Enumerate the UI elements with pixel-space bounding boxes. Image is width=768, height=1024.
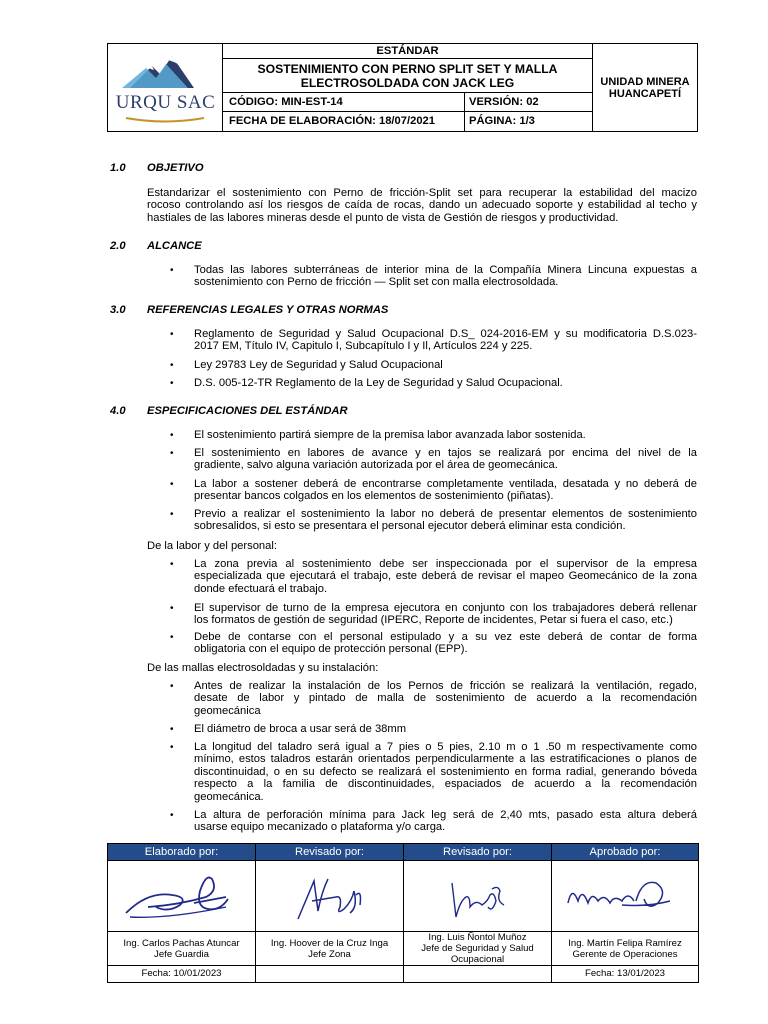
mining-unit <box>593 44 697 131</box>
bullet-icon: • <box>170 681 174 692</box>
column-header: Revisado por: <box>256 844 403 861</box>
title-line-2: ELECTROSOLDADA CON JACK LEG <box>300 76 515 90</box>
list-item: El diámetro de broca a usar será de 38mm <box>194 723 407 735</box>
signer-role: Jefe Zona <box>308 948 351 960</box>
standard-label: ESTÁNDAR <box>223 44 592 59</box>
text-line: los formatos de gestión de seguridad (IPERC, Reporte de incidentes, Petar si fuera el caso, etc.) <box>194 614 673 627</box>
text-line: donde efectuará el trabajo. <box>194 582 328 595</box>
bullet-icon: • <box>170 448 174 459</box>
subheading-labor-personal: De la labor y del personal: <box>147 540 277 552</box>
list-item <box>194 328 697 353</box>
objetivo-paragraph <box>147 187 697 224</box>
document-version: VERSIÓN: 02 <box>469 96 539 108</box>
document-code: CÓDIGO: MIN-EST-14 <box>223 93 465 111</box>
signature-icon <box>404 861 552 932</box>
list-item <box>194 741 697 803</box>
section-number: 4.0 <box>110 405 126 417</box>
column-header: Elaborado por: <box>108 844 255 861</box>
section-title: ALCANCE <box>147 240 202 252</box>
text-line: rocoso controlando así los riesgos de caída de rocas, dando un adecuado soporte y estabilidad al techo y <box>147 199 697 212</box>
text-line: Estandarizar el sostenimiento con Perno de fricción-Split set para recuperar la estabilidad del macizo <box>147 187 697 199</box>
document-title <box>223 59 592 93</box>
signature-column-revisado-1 <box>256 844 404 982</box>
text-line: El supervisor de turno de la empresa ejecutora en conjunto con los trabajadores deberá rellenar <box>194 602 697 614</box>
text-line: presentar bancos colgados en los elementos de sostenimiento (piñatas). <box>194 490 554 503</box>
signature-date: Fecha: 10/01/2023 <box>141 968 222 979</box>
signature-area <box>552 861 698 932</box>
signer-role: Gerente de Operaciones <box>572 948 678 960</box>
company-logo <box>108 44 223 131</box>
bullet-icon: • <box>170 265 174 276</box>
text-line: Antes de realizar la instalación de los Pernos de fricción se realizará la ventilación, regado, <box>194 680 697 692</box>
signer-details <box>404 932 551 966</box>
text-line: desate de labor y pintado de malla de sostenimiento de acuerdo a la recomendación <box>194 692 697 705</box>
signature-icon <box>552 861 698 932</box>
bullet-icon: • <box>170 329 174 340</box>
bullet-icon: • <box>170 810 174 821</box>
approval-signature-table <box>107 843 699 983</box>
signer-role: Jefe Guardia <box>154 948 209 960</box>
signature-date <box>404 966 551 982</box>
logo-wordmark: URQU SAC <box>115 92 216 113</box>
bullet-icon: • <box>170 479 174 490</box>
text-line: respecto a la familia de discontinuidades, espaciados de acuerdo a la recomendación <box>194 778 697 791</box>
mountain-logo-icon <box>108 44 223 94</box>
bullet-icon: • <box>170 509 174 520</box>
signer-role: Jefe de Seguridad y Salud <box>421 943 534 954</box>
text-line: 2017 EM, Título IV, Capitulo I, Subcapítulo I y Il, Artículos 224 y 225. <box>194 340 533 353</box>
section-title: OBJETIVO <box>147 162 204 174</box>
signer-role-cont: Ocupacional <box>450 954 505 965</box>
bullet-icon: • <box>170 742 174 753</box>
list-item <box>194 680 697 717</box>
signature-area <box>404 861 551 932</box>
text-line: geomecánica. <box>194 790 264 803</box>
elaboration-date: FECHA DE ELABORACIÓN: 18/07/2021 <box>223 112 465 131</box>
list-item <box>194 809 697 834</box>
unit-line-1: UNIDAD MINERA <box>600 75 690 88</box>
text-line: mínimo, estos taladros estarán orientados perpendicularmente a las estratificaciones o planos de <box>194 753 697 766</box>
bullet-icon: • <box>170 360 174 371</box>
unit-line-2: HUANCAPETÍ <box>608 87 682 100</box>
signature-area <box>256 861 403 932</box>
text-line: La altura de perforación mínima para Jack leg será de 2,40 mts, pasado esta altura deberá <box>194 809 697 821</box>
signature-column-elaborado <box>108 844 256 982</box>
text-line: Debe de contarse con el personal estipulado y a su vez este deberá de contar de forma <box>194 631 697 643</box>
signer-name: Ing. Martín Felipa Ramírez <box>568 937 682 949</box>
bullet-icon: • <box>170 603 174 614</box>
list-item <box>194 508 697 533</box>
signer-details <box>256 932 403 966</box>
text-line: usarse equipo mecanizado o plataforma y/o carga. <box>194 821 446 834</box>
section-number: 2.0 <box>110 240 126 252</box>
signature-date <box>256 966 403 982</box>
text-line: sostenimiento con Perno de fricción — Split set con malla electrosoldada. <box>194 276 559 289</box>
subheading-mallas: De las mallas electrosoldadas y su instalación: <box>147 662 379 674</box>
code-row <box>223 93 592 112</box>
text-line: Todas las labores subterráneas de interior mina de la Compañía Minera Lincuna expuestas a <box>194 264 697 276</box>
bullet-icon: • <box>170 724 174 735</box>
text-line: geomecánica <box>194 704 261 717</box>
bullet-icon: • <box>170 559 174 570</box>
text-line: hastiales de las labores mineras desde el punto de vista de Gestión de riesgos y productividad. <box>147 211 619 224</box>
text-line: sobresalidos, si esto se presentara el personal ejecutor deberá eliminar esta condición. <box>194 520 626 533</box>
signature-column-revisado-2 <box>404 844 552 982</box>
signature-icon <box>108 861 256 932</box>
bullet-icon: • <box>170 378 174 389</box>
text-line: especializada que ejecutará el trabajo, este deberá de revisar el mapeo Geomecánico de la zona <box>194 570 697 583</box>
section-title: ESPECIFICACIONES DEL ESTÁNDAR <box>147 405 348 417</box>
section-number: 3.0 <box>110 304 126 316</box>
list-item: D.S. 005-12-TR Reglamento de la Ley de Seguridad y Salud Ocupacional. <box>194 377 563 389</box>
document-header <box>107 43 698 132</box>
list-item <box>194 602 697 627</box>
title-line-1: SOSTENIMIENTO CON PERNO SPLIT SET Y MALLA <box>257 62 558 76</box>
page-number: PÁGINA: 1/3 <box>469 115 535 127</box>
bullet-icon: • <box>170 430 174 441</box>
signature-area <box>108 861 255 932</box>
text-line: Reglamento de Seguridad y Salud Ocupacional D.S_ 024-2016-EM y su modificatoria D.S.023- <box>194 328 697 340</box>
text-line: La labor a sostener deberá de encontrarse completamente ventilada, desatada y no deberá de <box>194 478 697 490</box>
signature-icon <box>256 861 404 932</box>
text-line: Previo a realizar el sostenimiento la labor no deberá de presentar elementos de sostenimiento <box>194 508 697 520</box>
text-line: La zona previa al sostenimiento debe ser inspeccionada por el supervisor de la empresa <box>194 558 697 570</box>
bullet-icon: • <box>170 632 174 643</box>
list-item <box>194 447 697 472</box>
text-line: gradiente, salvo alguna variación autorizada por el área de geomecánica. <box>194 459 558 472</box>
signer-details <box>108 932 255 966</box>
list-item <box>194 558 697 595</box>
signer-name: Ing. Hoover de la Cruz Inga <box>270 937 389 949</box>
signer-name: Ing. Carlos Pachas Atuncar <box>123 937 240 949</box>
text-line: discontinuidad, o en su defecto se realizará el sostenimiento en forma radial, generando bóveda <box>194 765 697 778</box>
signer-name: Ing. Luis Ñontol Muñoz <box>428 932 527 943</box>
column-header: Aprobado por: <box>552 844 698 861</box>
header-title-block <box>223 44 593 131</box>
section-number: 1.0 <box>110 162 126 174</box>
signer-details <box>552 932 698 966</box>
section-title: REFERENCIAS LEGALES Y OTRAS NORMAS <box>147 304 389 316</box>
signature-column-aprobado <box>552 844 698 982</box>
logo-swoosh-icon <box>108 115 223 125</box>
signature-date: Fecha: 13/01/2023 <box>584 968 665 979</box>
list-item <box>194 264 697 289</box>
list-item: El sostenimiento partirá siempre de la premisa labor avanzada labor sostenida. <box>194 429 586 441</box>
column-header: Revisado por: <box>404 844 551 861</box>
list-item <box>194 478 697 503</box>
text-line: La longitud del taladro será igual a 7 pies o 5 pies, 2.10 m o 1 .50 m respectivamente como <box>194 741 697 753</box>
list-item: Ley 29783 Ley de Seguridad y Salud Ocupacional <box>194 359 443 371</box>
list-item <box>194 631 697 656</box>
text-line: obligatoria con el equipo de protección personal (EPP). <box>194 643 468 656</box>
text-line: El sostenimiento en labores de avance y en tajos se realizará por encima del nivel de la <box>194 447 697 459</box>
date-row <box>223 112 592 131</box>
